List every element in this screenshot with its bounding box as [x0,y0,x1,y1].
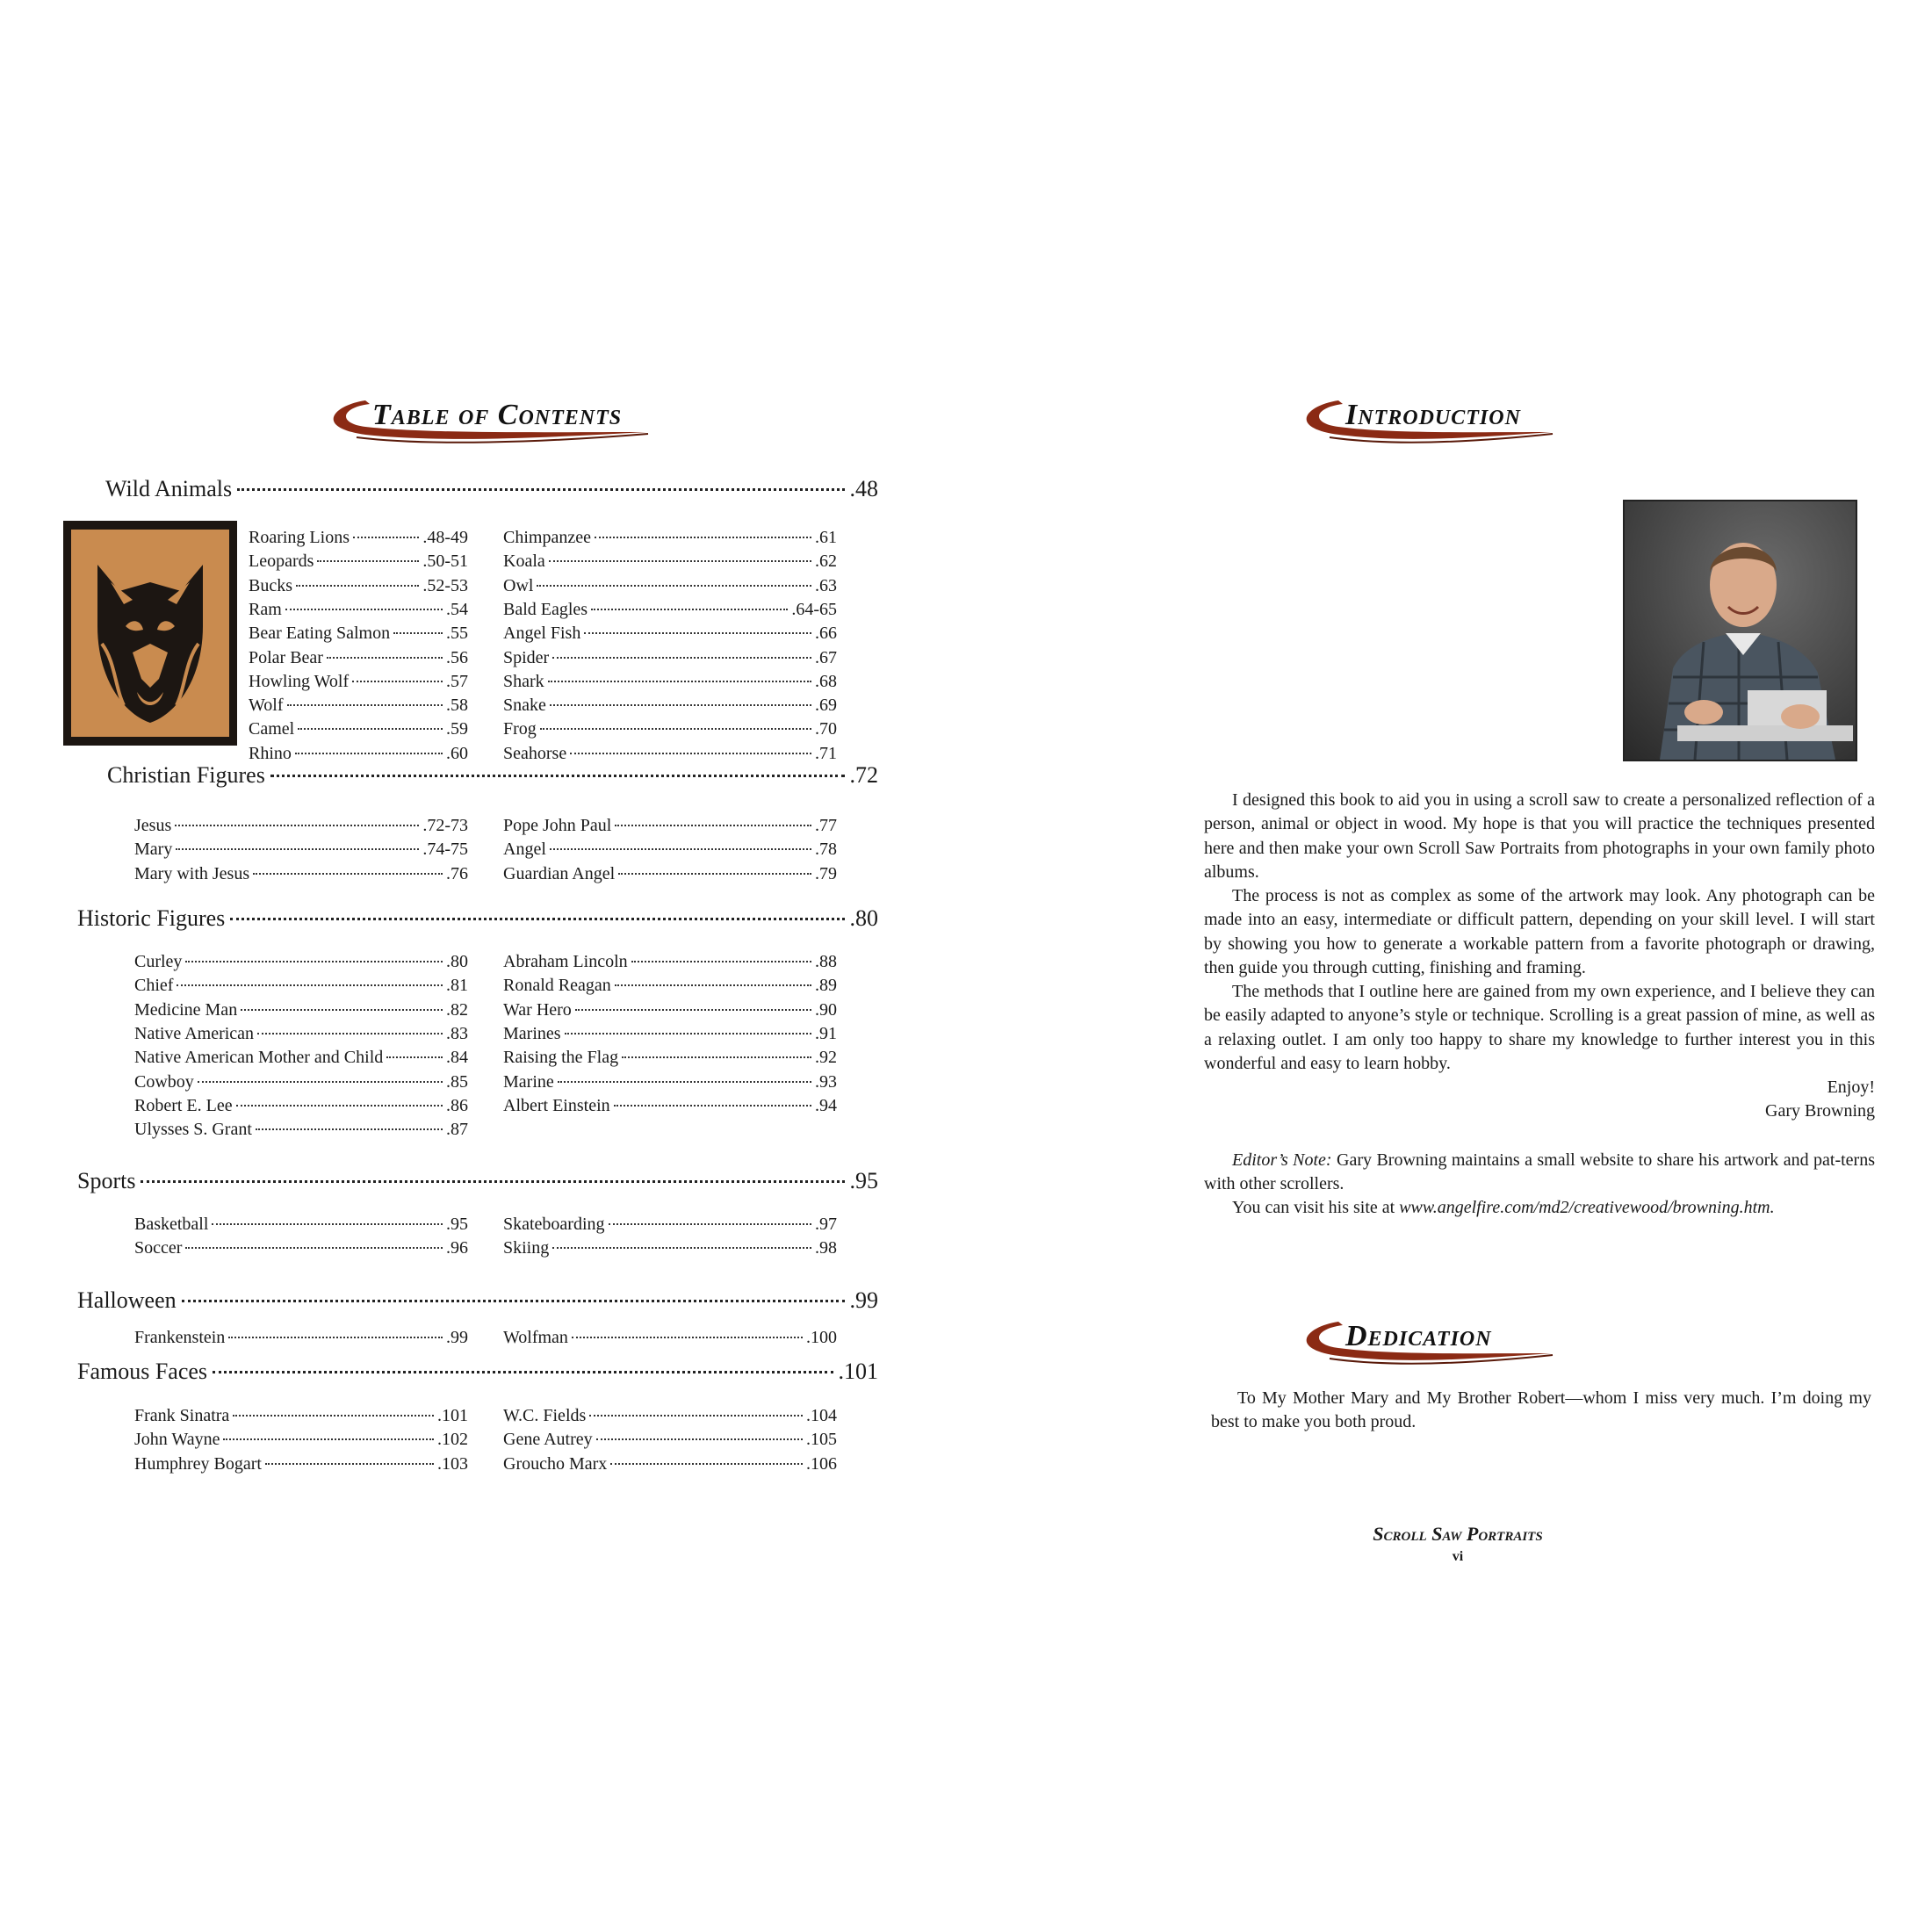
toc-entry-title: Owl [503,575,534,595]
toc-entry-page: .58 [446,696,468,716]
toc-entry-title: Groucho Marx [503,1453,608,1474]
toc-entry-page: .99 [446,1328,468,1347]
toc-entry-page: .80 [446,952,468,971]
toc-entry[interactable] [134,864,468,888]
toc-entry-page: .87 [446,1120,468,1140]
toc-entry[interactable] [503,551,837,575]
toc-entry[interactable] [249,696,468,719]
toc-entry-page: .97 [815,1215,837,1234]
section-christian-figures[interactable]: Christian Figures .72 [107,762,878,788]
dot-leader [265,1463,434,1465]
toc-entry[interactable] [503,1406,837,1430]
toc-entry-page: .68 [815,671,837,691]
dot-leader [353,537,419,538]
intro-author: Gary Browning [1765,1101,1875,1121]
toc-entry-title: Frog [503,719,537,739]
toc-entry-title: Camel [249,719,295,739]
toc-entry-page: .61 [815,528,837,547]
toc-entry[interactable] [134,1120,468,1143]
toc-entry-page: .96 [446,1238,468,1258]
section-wild-animals[interactable]: Wild Animals .48 [105,476,878,501]
toc-entry-title: Leopards [249,551,314,572]
toc-entry-page: .91 [815,1023,837,1043]
toc-entry-title: Angel Fish [503,624,581,644]
toc-entry-page: .62 [815,551,837,572]
toc-entry-page: .66 [815,624,837,644]
toc-entry-title: Humphrey Bogart [134,1453,262,1474]
dot-leader [256,1128,443,1130]
dot-leader [386,1056,443,1058]
dot-leader [591,609,788,610]
dot-leader [595,537,811,538]
toc-entry[interactable] [134,1096,468,1120]
toc-entry-title: Pope John Paul [503,816,612,835]
page-number: vi [1452,1549,1464,1564]
toc-entry-page: .77 [815,816,837,835]
dot-leader [233,1415,434,1417]
toc-entry[interactable] [503,840,837,863]
toc-entry[interactable] [134,1238,468,1262]
toc-entry[interactable] [134,1454,468,1478]
toc-entry-page: .59 [446,719,468,739]
editor-note-text: Gary Browning maintains a small website to share his artwork and pat-terns with other scrollers. [1204,1150,1875,1193]
running-footer-title: Scroll Saw Portraits [1373,1523,1543,1545]
toc-entry-page: .104 [806,1406,837,1425]
visit-url-link[interactable]: www.angelfire.com/md2/creativewood/browning.htm. [1399,1198,1775,1217]
toc-entry[interactable] [503,1328,837,1352]
toc-entry-title: Ronald Reagan [503,976,611,996]
dot-leader [176,848,419,850]
toc-entry[interactable] [503,672,837,696]
toc-entry[interactable] [249,624,468,647]
toc-entry[interactable] [503,624,837,647]
dot-leader [618,873,811,875]
toc-entry-title: Bald Eagles [503,599,588,619]
dot-leader [570,753,811,754]
dot-leader [572,1337,803,1338]
dot-leader [540,728,811,730]
toc-entry-page: .70 [815,719,837,739]
toc-entry[interactable] [503,1072,837,1096]
toc-entry[interactable] [503,816,837,840]
dot-leader [552,1247,811,1249]
toc-entry[interactable] [249,719,468,743]
toc-entry-page: .83 [446,1023,468,1043]
toc-entry-page: .98 [815,1238,837,1258]
toc-entry-title: Shark [503,671,544,691]
dot-leader [223,1438,434,1440]
dot-leader [177,984,443,986]
toc-entry-page: .101 [437,1406,468,1425]
toc-entry-page: .93 [815,1071,837,1092]
toc-entry[interactable] [249,551,468,575]
visit-text: You can visit his site at [1232,1198,1400,1217]
toc-entry-page: .85 [446,1071,468,1092]
dot-leader [287,704,443,706]
dot-leader [550,848,811,850]
toc-entry[interactable] [503,1096,837,1120]
toc-entry-title: W.C. Fields [503,1406,587,1425]
dot-leader [185,1247,443,1249]
toc-entry-title: Frankenstein [134,1328,226,1347]
toc-entry[interactable] [134,952,468,976]
section-historic-figures[interactable]: Historic Figures .80 [77,905,878,931]
toc-entry[interactable] [134,1072,468,1096]
toc-entry-title: Ram [249,599,282,619]
toc-entry-page: .48-49 [422,528,468,547]
toc-entry-page: .64-65 [791,599,837,619]
toc-entry[interactable] [134,840,468,863]
toc-entry-page: .90 [815,999,837,1020]
section-sports[interactable]: Sports .95 [77,1168,878,1193]
dot-leader [393,632,443,634]
toc-entry-title: John Wayne [134,1430,220,1450]
dot-leader [236,1105,443,1107]
intro-heading [1294,393,1646,455]
intro-paragraph-1: I designed this book to aid you in using a scroll saw to create a personalized reflection of a person, animal or object in wood. My hope is that you will practice the techniques presented here and then make your own Scroll Saw Portraits from photographs in your own family photo albums. [1204,790,1875,882]
toc-entry-title: Howling Wolf [249,671,350,691]
toc-entry-page: .55 [446,624,468,644]
toc-entry-title: Wolf [249,696,284,716]
toc-entry[interactable] [503,1000,837,1024]
toc-entry-page: .81 [446,976,468,996]
toc-entry-title: Koala [503,551,545,572]
dot-leader [228,1337,443,1338]
toc-entry-title: Seahorse [503,743,567,763]
toc-entry-title: Guardian Angel [503,863,616,883]
toc-entry-title: Angel [503,840,546,860]
dot-leader [352,681,443,682]
toc-entry[interactable] [503,648,837,672]
toc-entry-page: .54 [446,599,468,619]
toc-entry[interactable] [503,1430,837,1453]
toc-entry[interactable] [503,528,837,551]
dot-leader [241,1009,443,1011]
toc-entry-title: Medicine Man [134,999,238,1020]
dot-leader [257,1033,443,1034]
toc-entry[interactable] [503,1024,837,1048]
editor-note-label: Editor’s Note: [1232,1150,1332,1170]
toc-heading [321,393,673,455]
toc-entry-page: .76 [446,863,468,883]
toc-entry-page: .67 [815,647,837,667]
toc-entry-page: .60 [446,743,468,763]
toc-entry-title: Frank Sinatra [134,1406,230,1425]
toc-entry-title: Chief [134,976,174,996]
dot-leader [589,1415,803,1417]
toc-entry[interactable] [503,600,837,624]
toc-entry-title: Polar Bear [249,647,323,667]
toc-entry[interactable] [134,1406,468,1430]
toc-entry-page: .86 [446,1095,468,1115]
toc-entry-title: Gene Autrey [503,1430,593,1450]
toc-entry-page: .95 [446,1215,468,1234]
toc-entry-page: .84 [446,1048,468,1068]
toc-entry[interactable] [134,1215,468,1238]
toc-entry-title: Bucks [249,575,292,595]
toc-entry-title: Basketball [134,1215,209,1234]
dot-leader [631,961,811,962]
dot-leader [558,1081,811,1083]
toc-entry-title: Marines [503,1023,561,1043]
toc-entry-page: .106 [806,1453,837,1474]
dot-leader [327,657,443,659]
toc-entry-title: Ulysses S. Grant [134,1120,252,1140]
dot-leader [212,1223,443,1225]
toc-entry-page: .100 [806,1328,837,1347]
toc-entry-title: Skiing [503,1238,550,1258]
toc-entry-page: .71 [815,743,837,763]
toc-entry-title: Skateboarding [503,1215,605,1234]
toc-entry-page: .56 [446,647,468,667]
toc-entry-title: Chimpanzee [503,528,591,547]
dot-leader [285,609,443,610]
toc-entry-page: .72-73 [422,816,468,835]
dot-leader [584,632,811,634]
dot-leader [295,753,443,754]
toc-entry[interactable] [503,696,837,719]
toc-entry-page: .78 [815,840,837,860]
section-halloween[interactable]: Halloween .99 [77,1287,878,1313]
toc-entry-title: War Hero [503,999,572,1020]
intro-signoff: Enjoy! [1827,1078,1875,1097]
toc-entry-title: Curley [134,952,183,971]
dedication-heading [1294,1315,1646,1376]
dot-leader [175,825,419,826]
toc-entry-page: .102 [437,1430,468,1450]
toc-entry[interactable] [503,864,837,888]
toc-entry[interactable] [249,672,468,696]
dot-leader [614,1105,811,1107]
toc-entry[interactable] [249,528,468,551]
toc-entry-page: .74-75 [422,840,468,860]
toc-entry-title: Robert E. Lee [134,1095,233,1115]
editor-note [1204,1149,1875,1196]
toc-entry-page: .50-51 [422,551,468,572]
toc-entry-title: Native American Mother and Child [134,1048,384,1068]
dot-leader [185,961,443,962]
toc-entry-title: Abraham Lincoln [503,952,628,971]
toc-entry[interactable] [134,1024,468,1048]
toc-entry-title: Rhino [249,743,292,763]
section-famous-faces[interactable]: Famous Faces .101 [77,1359,878,1384]
dot-leader [565,1033,811,1034]
toc-entry-page: .52-53 [422,575,468,595]
dot-leader [609,1223,811,1225]
toc-entry[interactable] [134,1000,468,1024]
toc-entry-title: Roaring Lions [249,528,350,547]
toc-entry[interactable] [134,1328,468,1352]
toc-entry[interactable] [503,952,837,976]
toc-entry-page: .103 [437,1453,468,1474]
toc-entry-page: .92 [815,1048,837,1068]
dedication-title: Dedication [1345,1320,1492,1352]
toc-entry[interactable] [249,648,468,672]
wolf-portrait-image [63,521,237,746]
intro-paragraph-2: The process is not as complex as some of the artwork may look. Any photograph can be made into an easy, intermediate or difficult pattern, depending on your skill level. I will start by showing you how to generate a workable pattern from a favorite photograph or drawing, then guide you through cutting, finishing and framing. [1204,886,1875,977]
dot-leader [253,873,443,875]
toc-entry[interactable] [249,576,468,600]
toc-entry[interactable] [134,1048,468,1071]
toc-entry[interactable] [134,1430,468,1453]
toc-entry-page: .63 [815,575,837,595]
intro-paragraph-3: The methods that I outline here are gained from my own experience, and I believe they can be easily adapted to anyone’s style or technique. Scrolling is a great passion of mine, as well as a relaxing outlet. I am only too happy to share my knowledge to further interest you in this wonderful and easy to learn hobby. [1204,982,1875,1073]
toc-entry-page: .82 [446,999,468,1020]
dot-leader [552,657,811,659]
toc-entry-title: Snake [503,696,546,716]
dot-leader [550,704,811,706]
toc-entry[interactable] [503,1215,837,1238]
dot-leader [317,560,419,562]
toc-entry[interactable] [503,719,837,743]
toc-entry[interactable] [249,600,468,624]
toc-entry-page: .79 [815,863,837,883]
toc-entry-title: Jesus [134,816,172,835]
dot-leader [296,585,419,587]
dot-leader [610,1463,803,1465]
dot-leader [575,1009,811,1011]
toc-entry-title: Wolfman [503,1328,568,1347]
toc-entry-title: Mary [134,840,173,860]
toc-entry-title: Raising the Flag [503,1048,619,1068]
toc-title: Table of Contents [372,399,623,431]
toc-entry-title: Bear Eating Salmon [249,624,391,644]
visit-note [1232,1196,1882,1220]
dot-leader [615,825,811,826]
toc-entry-title: Spider [503,647,550,667]
toc-entry-title: Native American [134,1023,255,1043]
toc-entry[interactable] [134,816,468,840]
toc-entry-page: .89 [815,976,837,996]
intro-title: Introduction [1345,399,1521,431]
dedication-text: To My Mother Mary and My Brother Robert—whom I miss very much. I’m doing my best to make you both proud. [1211,1388,1871,1432]
dot-leader [298,728,443,730]
toc-entry[interactable] [503,1238,837,1262]
toc-entry-page: .57 [446,671,468,691]
toc-entry-page: .88 [815,952,837,971]
toc-entry-title: Soccer [134,1238,183,1258]
dot-leader [596,1438,803,1440]
toc-entry-title: Albert Einstein [503,1095,610,1115]
toc-entry[interactable] [503,976,837,999]
dot-leader [615,984,811,986]
toc-entry[interactable] [503,1048,837,1071]
toc-entry-page: .69 [815,696,837,716]
dot-leader [548,681,811,682]
dot-leader [549,560,811,562]
dot-leader [198,1081,443,1083]
toc-entry[interactable] [503,576,837,600]
author-photo [1623,500,1857,761]
toc-entry[interactable] [503,1454,837,1478]
dot-leader [622,1056,811,1058]
toc-entry-title: Cowboy [134,1071,194,1092]
dot-leader [537,585,811,587]
toc-entry-page: .105 [806,1430,837,1450]
toc-entry-page: .94 [815,1095,837,1115]
toc-entry-title: Marine [503,1071,554,1092]
toc-entry-title: Mary with Jesus [134,863,250,883]
toc-entry[interactable] [134,976,468,999]
